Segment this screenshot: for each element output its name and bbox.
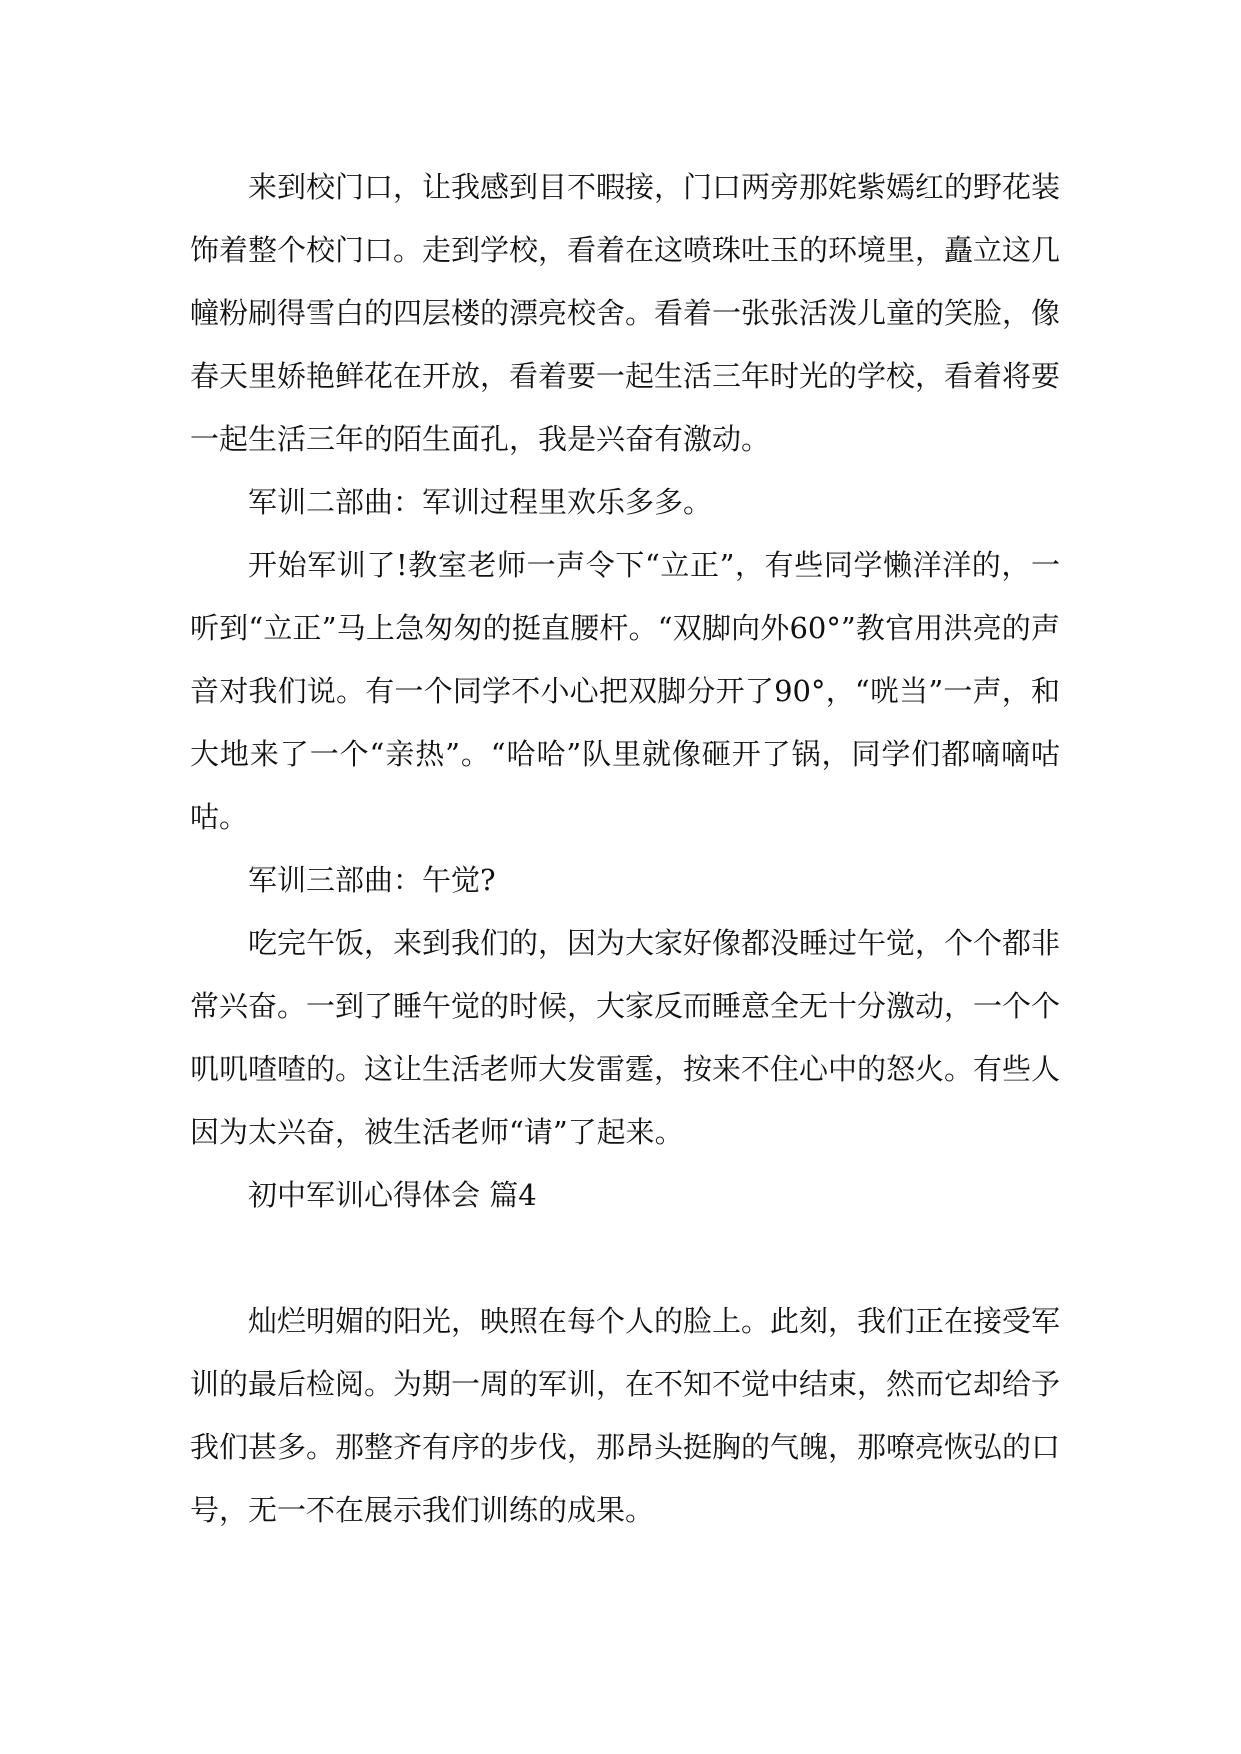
article-title-part-4: 初中军训心得体会 篇4 xyxy=(248,1178,537,1212)
paragraph-section-three-heading: 军训三部曲：午觉? xyxy=(248,863,496,897)
paragraph-school-gate: 来到校门口，让我感到目不暇接，门口两旁那姹紫嫣红的野花装饰着整个校门口。走到学校，看着在这喷珠吐玉的环境里，矗立这几幢粉刷得雪白的四层楼的漂亮校舍。看着一张张活泼儿童的笑脸，像春天里娇艳鲜花在开放，看着要一起生活三年时光的学校，看着将要一起生活三年的陌生面孔，我是兴奋有激动。 xyxy=(190,170,1061,456)
paragraph-section-two-heading: 军训二部曲：军训过程里欢乐多多。 xyxy=(248,485,713,519)
paragraph-nap-time: 吃完午饭，来到我们的，因为大家好像都没睡过午觉，个个都非常兴奋。一到了睡午觉的时候，大家反而睡意全无十分激动，一个个叽叽喳喳的。这让生活老师大发雷霆，按来不住心中的怒火。有些人因为太兴奋，被生活老师“请”了起来。 xyxy=(190,926,1061,1149)
document-body xyxy=(190,156,1060,1542)
paragraph-training-fun: 开始军训了!教室老师一声令下“立正”，有些同学懒洋洋的，一听到“立正”马上急匆匆的挺直腰杆。“双脚向外60°”教官用洪亮的声音对我们说。有一个同学不小心把双脚分开了90°，“咣当”一声，和大地来了一个“亲热”。“哈哈”队里就像砸开了锅，同学们都嘀嘀咕咕。 xyxy=(190,548,1060,834)
paragraph-final-review: 灿烂明媚的阳光，映照在每个人的脸上。此刻，我们正在接受军训的最后检阅。为期一周的军训，在不知不觉中结束，然而它却给予我们甚多。那整齐有序的步伐，那昂头挺胸的气魄，那嘹亮恢弘的口号，无一不在展示我们训练的成果。 xyxy=(190,1304,1061,1527)
blank-line xyxy=(190,1227,1060,1290)
